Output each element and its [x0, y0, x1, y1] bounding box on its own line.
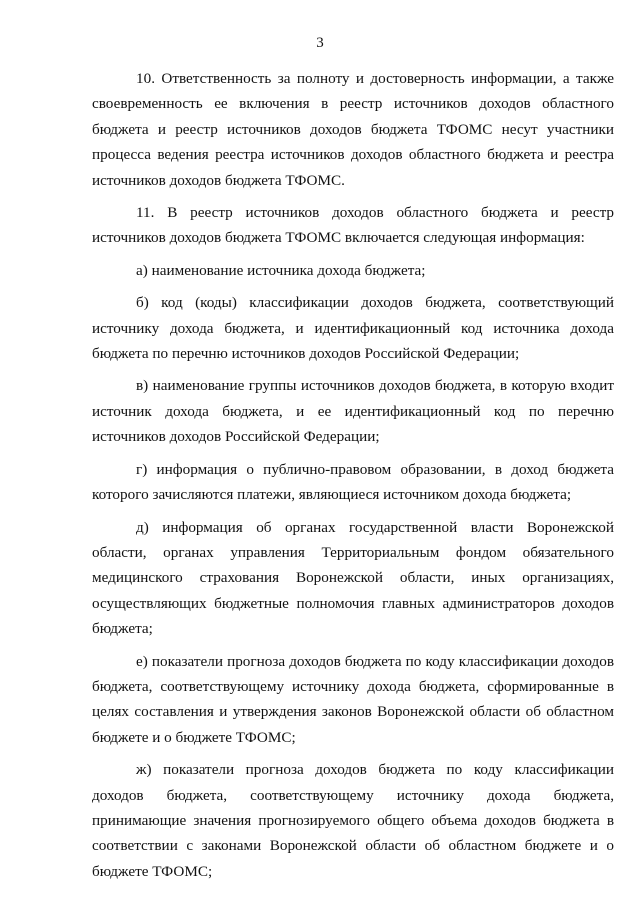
list-item-g: г) информация о публично-правовом образовании, в доход бюджета которого зачисляются платежи, являющиеся источником дохода бюджета; [92, 460, 614, 504]
list-item-d: д) информация об органах государственной власти Воронежской области, органах управления Территориальным фондом обязательного медицинского страхования Воронежской области, иных организациях, осуществляющих бюджетные полномочия главных администраторов доходов бюджета; [92, 518, 614, 638]
list-item-b: б) код (коды) классификации доходов бюджета, соответствующий источнику дохода бюджета, и идентификационный код источника дохода бюджета по перечню источников доходов Российской Федерации; [92, 294, 614, 363]
document-body [92, 66, 614, 891]
list-item-a: а) наименование источника дохода бюджета; [136, 261, 426, 279]
paragraph-11: 11. В реестр источников доходов областного бюджета и реестр источников доходов бюджета ТФОМС включается следующая информация: [92, 204, 614, 247]
list-item-v: в) наименование группы источников доходов бюджета, в которую входит источник дохода бюджета, и ее идентификационный код по перечню источников доходов Российской Федерации; [92, 377, 614, 446]
page-number: 3 [316, 35, 324, 51]
paragraph-10: 10. Ответственность за полноту и достоверность информации, а также своевременность ее включения в реестр источников доходов областного бюджета и реестр источников доходов бюджета ТФОМС несут участники процесса ведения реестра источников доходов областного бюджета и реестра источников доходов бюджета ТФОМС. [92, 70, 614, 189]
list-item-e: е) показатели прогноза доходов бюджета по коду классификации доходов бюджета, соответствующему источнику дохода бюджета, сформированные в целях составления и утверждения законов Воронежской области об областном бюджете и о бюджете ТФОМС; [92, 652, 614, 746]
list-item-zh: ж) показатели прогноза доходов бюджета по коду классификации доходов бюджета, соответствующему источнику дохода бюджета, принимающие значения прогнозируемого общего объема доходов бюджета в соответствии с законами Воронежской области об областном бюджете и о бюджете ТФОМС; [92, 761, 614, 880]
